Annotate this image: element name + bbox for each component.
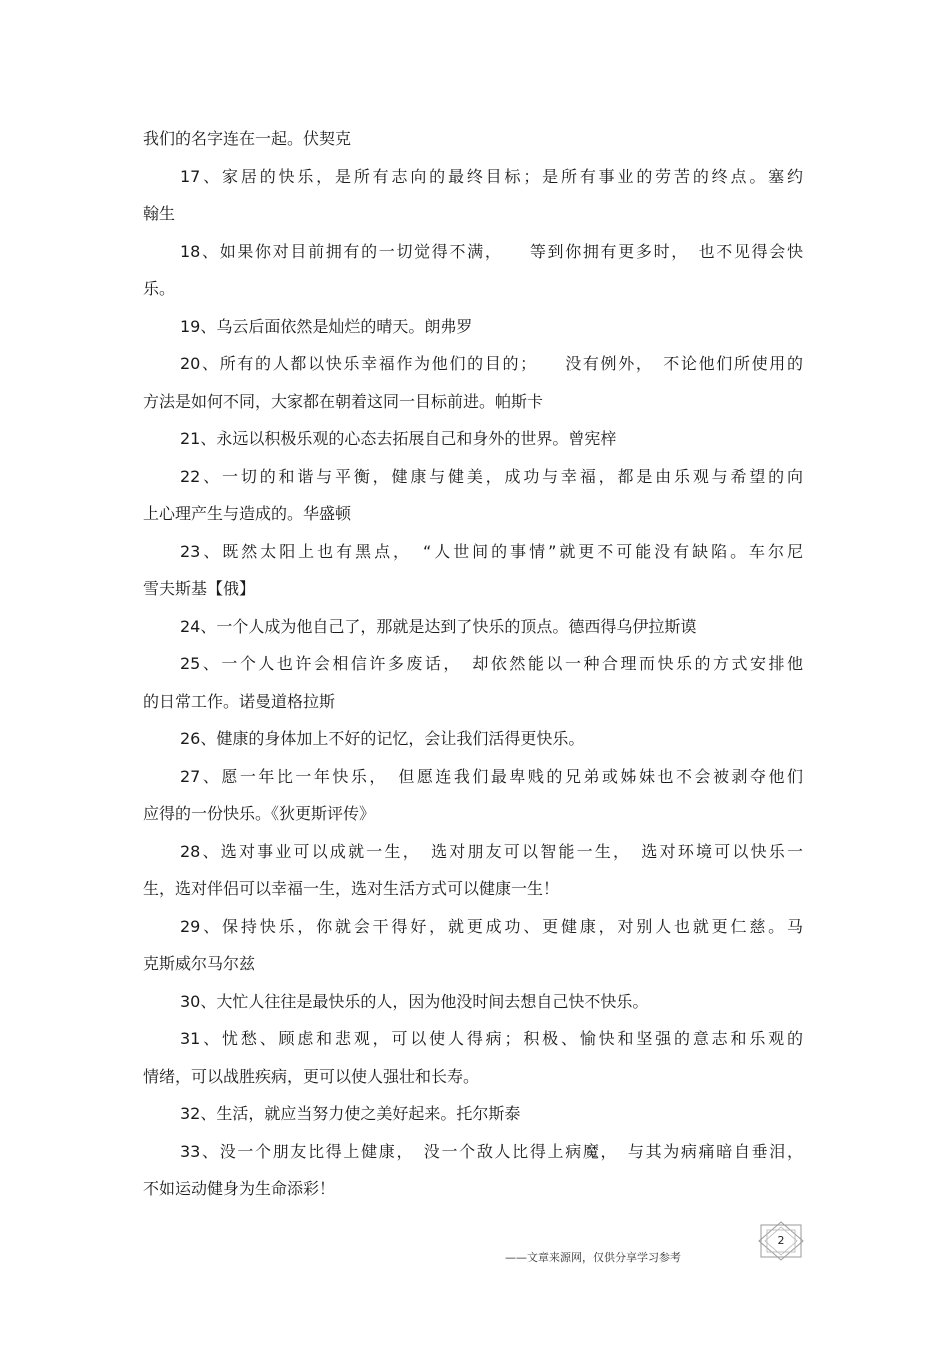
- text-line: 26、健康的身体加上不好的记忆，会让我们活得更快乐。: [180, 729, 585, 748]
- text-line: 翰生: [143, 204, 176, 223]
- page-number: 2: [777, 1234, 785, 1247]
- text-line: 克斯威尔马尔兹: [143, 954, 256, 973]
- text-line: 方法是如何不同，大家都在朝着这同一目标前进。帕斯卡: [143, 391, 544, 411]
- text-line: 雪夫斯基【俄】: [143, 579, 256, 598]
- text-line: 上心理产生与造成的。华盛顿: [143, 504, 352, 523]
- text-line: 28、选对事业可以成就一生， 选对朋友可以智能一生， 选对环境可以快乐一: [180, 841, 803, 861]
- text-line: 应得的一份快乐。《狄更斯评传》: [143, 804, 376, 823]
- text-line: 21、永远以积极乐观的心态去拓展自己和身外的世界。曾宪梓: [180, 429, 617, 448]
- text-line: 25、一个人也许会相信许多废话， 却依然能以一种合理而快乐的方式安排他: [180, 654, 803, 673]
- text-line: 33、没一个朋友比得上健康， 没一个敌人比得上病魔， 与其为病痛暗自垂泪，: [180, 1141, 803, 1161]
- text-line: 的日常工作。诺曼道格拉斯: [143, 691, 336, 711]
- text-line: 27、愿一年比一年快乐， 但愿连我们最卑贱的兄弟或姊妹也不会被剥夺他们: [180, 766, 803, 786]
- text-line: 生，选对伴侣可以幸福一生，选对生活方式可以健康一生！: [143, 879, 560, 898]
- text-line: 23、既然太阳上也有黑点， “人世间的事情”就更不可能没有缺陷。车尔尼: [180, 541, 803, 561]
- text-line: 30、大忙人往往是最快乐的人，因为他没时间去想自己快不快乐。: [180, 991, 649, 1011]
- text-line: 我们的名字连在一起。伏契克: [143, 129, 352, 148]
- text-line: 29、保持快乐，你就会干得好，就更成功、更健康，对别人也就更仁慈。马: [180, 916, 803, 936]
- text-line: 19、乌云后面依然是灿烂的晴天。朗弗罗: [180, 316, 473, 336]
- text-line: 不如运动健身为生命添彩！: [143, 1179, 336, 1198]
- text-line: 32、生活，就应当努力使之美好起来。托尔斯泰: [180, 1104, 521, 1123]
- text-line: 31、忧愁、顾虑和悲观，可以使人得病；积极、愉快和坚强的意志和乐观的: [180, 1029, 803, 1048]
- text-line: 18、如果你对目前拥有的一切觉得不满， 等到你拥有更多时， 也不见得会快: [180, 241, 803, 261]
- text-line: 乐。: [143, 279, 176, 298]
- text-line: 17、家居的快乐，是所有志向的最终目标；是所有事业的劳苦的终点。塞约: [180, 166, 803, 186]
- text-line: 情绪，可以战胜疾病，更可以使人强壮和长寿。: [143, 1066, 480, 1086]
- text-line: 24、一个人成为他自己了，那就是达到了快乐的顶点。德西得乌伊拉斯谟: [180, 616, 697, 636]
- text-line: 20、所有的人都以快乐幸福作为他们的目的； 没有例外， 不论他们所使用的: [180, 354, 803, 373]
- page-number-badge: [757, 1221, 805, 1261]
- quote-list: [143, 120, 803, 1208]
- text-line: 22、一切的和谐与平衡，健康与健美，成功与幸福，都是由乐观与希望的向: [180, 466, 803, 486]
- footer-source-note: ——文章来源网，仅供分享学习参考: [505, 1251, 681, 1264]
